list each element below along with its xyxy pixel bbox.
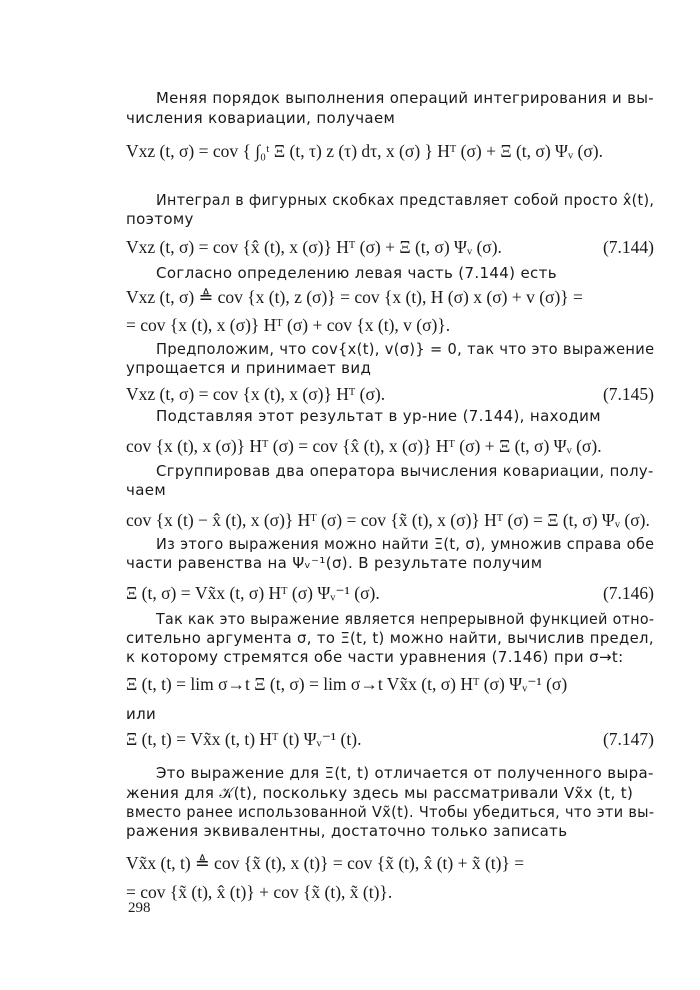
equation: cov {x (t), x (σ)} Hᵀ (σ) = cov {x̂ (t), x (σ)} Hᵀ (σ) + Ξ (t, σ) Ψᵥ (σ). (126, 436, 602, 456)
equation: Ξ (t, t) = Vx̃x (t, t) Hᵀ (t) Ψᵥ⁻¹ (t). (126, 729, 362, 749)
text-line: жения для 𝒦(t), поскольку здесь мы рассматривали Vx̃x (t, t) (126, 784, 634, 802)
text-line: Предположим, что cov{x(t), v(σ)} = 0, так что это выражение (156, 340, 655, 358)
equation: Vxz (t, σ) = cov {x̂ (t), x (σ)} Hᵀ (σ) + Ξ (t, σ) Ψᵥ (σ). (126, 237, 502, 257)
equation: = cov {x̃ (t), x̂ (t)} + cov {x̃ (t), x̃ (t)}. (126, 882, 393, 902)
text-line: Меняя порядок выполнения операций интегрирования и вы- (156, 89, 654, 107)
text-line: сительно аргумента σ, то Ξ(t, t) можно найти, вычислив предел, (126, 629, 654, 647)
text-line: упрощается и принимает вид (126, 359, 372, 377)
equation: Vxz (t, σ) = cov {x (t), x (σ)} Hᵀ (σ). (126, 384, 386, 404)
text-line: вместо ранее использованной Vx̃(t). Чтобы убедиться, что эти вы- (126, 803, 655, 821)
equation-number: (7.147) (602, 729, 654, 749)
equation: cov {x (t) − x̂ (t), x (σ)} Hᵀ (σ) = cov {x̃ (t), x (σ)} Hᵀ (σ) = Ξ (t, σ) Ψᵥ (σ). (126, 510, 650, 530)
equation: Ξ (t, t) = lim σ→t Ξ (t, σ) = lim σ→t Vx̃x (t, σ) Hᵀ (σ) Ψᵥ⁻¹ (σ) (126, 674, 568, 694)
text-line: Из этого выражения можно найти Ξ(t, σ), умножив справа обе (156, 535, 655, 553)
text-line: Интеграл в фигурных скобках представляет собой просто x̂(t), (156, 191, 655, 209)
equation: Vxz (t, σ) = cov { ∫₀ᵗ Ξ (t, τ) z (τ) dτ, x (σ) } Hᵀ (σ) + Ξ (t, σ) Ψᵥ (σ). (126, 141, 603, 161)
equation: Vxz (t, σ) ≜ cov {x (t), z (σ)} = cov {x (t), H (σ) x (σ) + v (σ)} = (126, 287, 583, 307)
equation: Ξ (t, σ) = Vx̃x (t, σ) Hᵀ (σ) Ψᵥ⁻¹ (σ). (126, 583, 380, 603)
equation: Vx̃x (t, t) ≜ cov {x̃ (t), x (t)} = cov {x̃ (t), x̂ (t) + x̃ (t)} = (126, 853, 525, 873)
text-line: Подставляя этот результат в ур-ние (7.144), находим (156, 407, 601, 425)
equation-number: (7.146) (602, 583, 654, 603)
text-line: чаем (126, 481, 166, 499)
text-line: к которому стремятся обе части уравнения (7.146) при σ→t: (126, 648, 624, 666)
equation-number: (7.144) (602, 237, 654, 257)
text-line: поэтому (126, 210, 194, 228)
text-line: ражения эквивалентны, достаточно только записать (126, 822, 568, 840)
page-number: 298 (128, 900, 151, 916)
text-line: или (126, 705, 157, 723)
text-line: числения ковариации, получаем (126, 109, 396, 127)
equation: = cov {x (t), x (σ)} Hᵀ (σ) + cov {x (t), v (σ)}. (126, 315, 451, 335)
text-line: Сгруппировав два оператора вычисления ковариации, полу- (156, 462, 654, 480)
text-line: части равенства на Ψᵥ⁻¹(σ). В результате получим (126, 554, 543, 572)
text-line: Так как это выражение является непрерывной функцией отно- (156, 610, 655, 628)
equation-number: (7.145) (602, 384, 654, 404)
text-line: Это выражение для Ξ(t, t) отличается от полученного выра- (156, 764, 654, 782)
text-line: Согласно определению левая часть (7.144) есть (156, 264, 557, 282)
